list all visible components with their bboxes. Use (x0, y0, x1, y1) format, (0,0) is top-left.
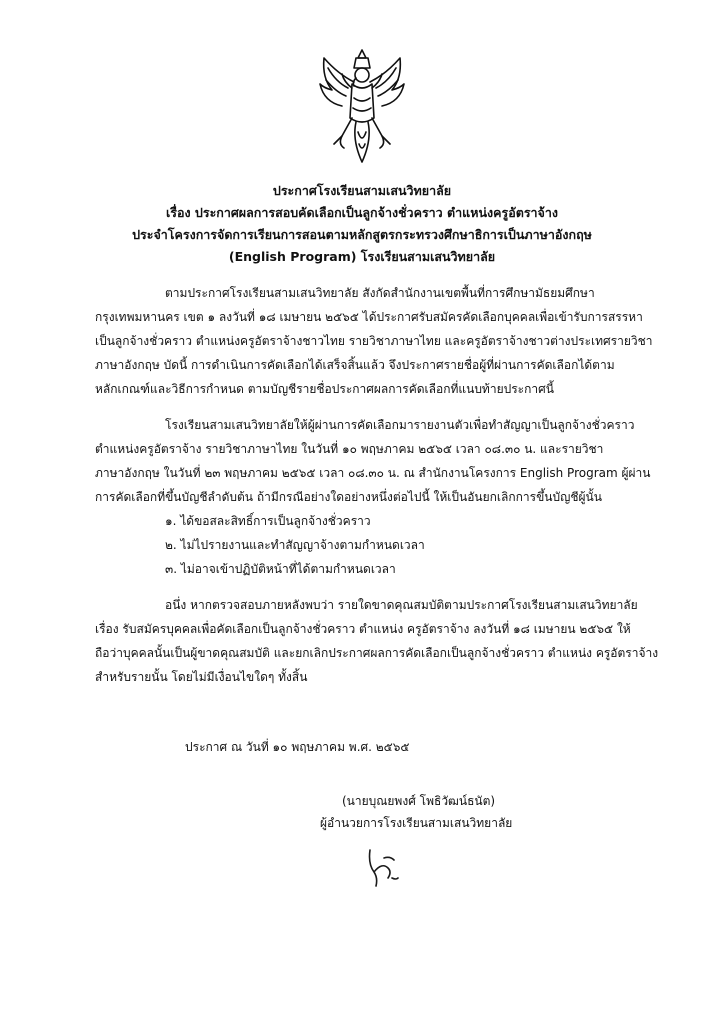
signer-name: (นายบุณยพงศ์ โพธิวัฒน์ธนัต) (342, 794, 496, 808)
paragraph1-line: ภาษาอังกฤษ บัดนี้ การดำเนินการคัดเลือกได้เสร็จสิ้นแล้ว จึงประกาศรายชื่อผู้ที่ผ่านการคัดเลือกได้ตาม (95, 358, 615, 372)
paragraph1-line: เป็นลูกจ้างชั่วคราว ตำแหน่งครูอัตราจ้างชาวไทย รายวิชาภาษาไทย และครูอัตราจ้างชาวต่างประเทศรายวิชา (95, 334, 653, 348)
condition-item: ๒. ไม่ไปรายงานและทำสัญญาจ้างตามกำหนดเวลา (165, 538, 425, 552)
paragraph3-line: เรื่อง รับสมัครบุคคลเพื่อคัดเลือกเป็นลูกจ้างชั่วคราว ตำแหน่ง ครูอัตราจ้าง ลงวันที่ ๑๘ เมษายน ๒๕๖๕ ให้ (95, 622, 631, 636)
header-program: (English Program) โรงเรียนสามเสนวิทยาลัย (228, 249, 496, 264)
paragraph3-line: ถือว่าบุคคลนั้นเป็นผู้ขาดคุณสมบัติ และยกเลิกประกาศผลการคัดเลือกเป็นลูกจ้างชั่วคราว ตำแหน่ง ครูอัตราจ้าง (95, 646, 659, 660)
paragraph1-line: หลักเกณฑ์และวิธีการกำหนด ตามบัญชีรายชื่อประกาศผลการคัดเลือกที่แนบท้ายประกาศนี้ (95, 382, 554, 396)
paragraph2-line: ตำแหน่งครูอัตราจ้าง รายวิชาภาษาไทย ในวันที่ ๑๐ พฤษภาคม ๒๕๖๕ เวลา ๐๘.๓๐ น. และรายวิชา (95, 442, 604, 456)
paragraph3-line: สำหรับรายนั้น โดยไม่มีเงื่อนไขใดๆ ทั้งสิ้น (95, 670, 308, 684)
signer-title: ผู้อำนวยการโรงเรียนสามเสนวิทยาลัย (320, 816, 513, 830)
handwritten-signature (348, 842, 418, 892)
paragraph2-line: ภาษาอังกฤษ ในวันที่ ๒๓ พฤษภาคม ๒๕๖๕ เวลา ๐๘.๓๐ น. ณ สำนักงานโครงการ English Program ผู้ผ่าน (95, 466, 651, 480)
paragraph1-line: กรุงเทพมหานคร เขต ๑ ลงวันที่ ๑๘ เมษายน ๒๕๖๕ ได้ประกาศรับสมัครคัดเลือกบุคคลเพื่อเข้ารับการสรรหา (95, 310, 643, 324)
paragraph1-line: ตามประกาศโรงเรียนสามเสนวิทยาลัย สังกัดสำนักงานเขตพื้นที่การศึกษามัธยมศึกษา (165, 286, 595, 300)
paragraph2-line: โรงเรียนสามเสนวิทยาลัยให้ผู้ผ่านการคัดเลือกมารายงานตัวเพื่อทำสัญญาเป็นลูกจ้างชั่วคราว (165, 418, 635, 432)
announce-date: ประกาศ ณ วันที่ ๑๐ พฤษภาคม พ.ศ. ๒๕๖๕ (185, 740, 410, 754)
header-subject: เรื่อง ประกาศผลการสอบคัดเลือกเป็นลูกจ้างชั่วคราว ตำแหน่งครูอัตราจ้าง (165, 205, 559, 220)
condition-item: ๓. ไม่อาจเข้าปฏิบัติหน้าที่ได้ตามกำหนดเวลา (165, 562, 396, 576)
paragraph2-line: การคัดเลือกที่ขึ้นบัญชีลำดับต้น ถ้ามีกรณีอย่างใดอย่างหนึ่งต่อไปนี้ ให้เป็นอันยกเลิกการขึ้นบัญชีผู้นั้น (95, 490, 602, 504)
garuda-emblem-icon (318, 48, 406, 164)
header-title: ประกาศโรงเรียนสามเสนวิทยาลัย (272, 183, 452, 198)
header-project: ประจำโครงการจัดการเรียนการสอนตามหลักสูตรกระทรวงศึกษาธิการเป็นภาษาอังกฤษ (132, 227, 592, 242)
condition-item: ๑. ได้ขอสละสิทธิ์การเป็นลูกจ้างชั่วคราว (165, 514, 371, 528)
paragraph3-line: อนึ่ง หากตรวจสอบภายหลังพบว่า รายใดขาดคุณสมบัติตามประกาศโรงเรียนสามเสนวิทยาลัย (165, 598, 638, 612)
